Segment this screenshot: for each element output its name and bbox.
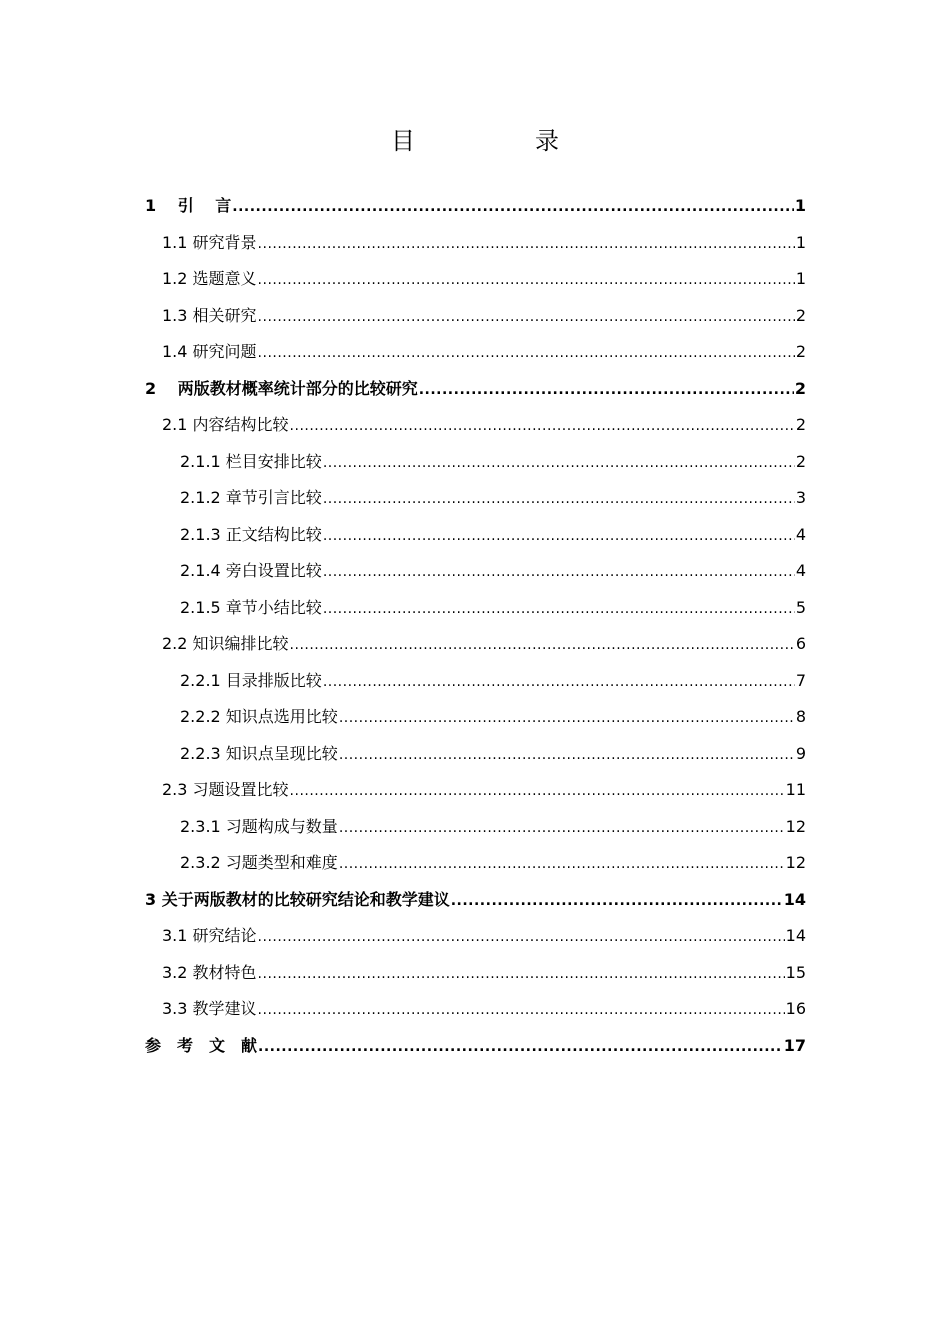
toc-page-number: 16 [785, 999, 806, 1019]
dot-leader [232, 196, 794, 216]
toc-page-number: 8 [795, 707, 806, 727]
toc-entry[interactable] [145, 480, 806, 517]
toc-entry-title: 2.1.5 章节小结比较 [180, 597, 322, 617]
table-of-contents [145, 188, 806, 1064]
toc-page-number: 7 [795, 670, 806, 690]
toc-page-number: 1 [795, 269, 806, 289]
dot-leader [258, 1036, 783, 1056]
toc-page-number: 12 [785, 816, 806, 836]
toc-entry-title: 2.1.4 旁白设置比较 [180, 561, 322, 581]
toc-heading: 目 录 [391, 127, 607, 155]
dot-leader [258, 926, 785, 946]
toc-entry[interactable] [145, 736, 806, 773]
toc-entry[interactable] [145, 298, 806, 335]
toc-entry[interactable] [145, 845, 806, 882]
toc-entry[interactable] [145, 371, 806, 408]
dot-leader [290, 634, 795, 654]
toc-entry[interactable] [145, 626, 806, 663]
toc-entry-title: 参 考 文 献 [145, 1035, 258, 1055]
toc-entry[interactable] [145, 553, 806, 590]
dot-leader [451, 890, 783, 910]
toc-entry[interactable] [145, 882, 806, 919]
dot-leader [258, 342, 795, 362]
toc-entry-title: 2 两版教材概率统计部分的比较研究 [145, 378, 418, 398]
toc-entry-title: 2.3.1 习题构成与数量 [180, 816, 338, 836]
dot-leader [323, 488, 795, 508]
toc-entry[interactable] [145, 334, 806, 371]
dot-leader [323, 525, 795, 545]
toc-page-number: 2 [794, 378, 806, 398]
toc-entry[interactable] [145, 809, 806, 846]
toc-entry[interactable] [145, 590, 806, 627]
toc-entry-title: 1.4 研究问题 [162, 342, 257, 362]
toc-entry-title: 3.1 研究结论 [162, 926, 257, 946]
toc-entry-title: 1.2 选题意义 [162, 269, 257, 289]
toc-entry-title: 2.1.2 章节引言比较 [180, 488, 322, 508]
toc-entry[interactable] [145, 955, 806, 992]
toc-page-number: 2 [795, 451, 806, 471]
toc-page-number: 4 [795, 561, 806, 581]
toc-entry-title: 2.3.2 习题类型和难度 [180, 853, 338, 873]
toc-entry-title: 3.2 教材特色 [162, 962, 257, 982]
dot-leader [258, 999, 785, 1019]
toc-entry-title: 3 关于两版教材的比较研究结论和教学建议 [145, 889, 450, 909]
toc-entry[interactable] [145, 188, 806, 225]
toc-entry-title: 1.3 相关研究 [162, 305, 257, 325]
toc-page-number: 14 [783, 889, 806, 909]
toc-page-number: 2 [795, 305, 806, 325]
toc-page-number: 4 [795, 524, 806, 544]
toc-entry[interactable] [145, 225, 806, 262]
toc-entry[interactable] [145, 1028, 806, 1065]
dot-leader [323, 452, 795, 472]
toc-entry-title: 2.2.2 知识点选用比较 [180, 707, 338, 727]
dot-leader [419, 379, 794, 399]
toc-entry-title: 3.3 教学建议 [162, 999, 257, 1019]
toc-entry-title: 2.1.3 正文结构比较 [180, 524, 322, 544]
dot-leader [258, 269, 795, 289]
toc-entry[interactable] [145, 261, 806, 298]
toc-entry-title: 2.3 习题设置比较 [162, 780, 289, 800]
toc-entry-title: 1.1 研究背景 [162, 232, 257, 252]
toc-page-number: 2 [795, 415, 806, 435]
toc-page-number: 11 [785, 780, 806, 800]
toc-page-number: 9 [795, 743, 806, 763]
toc-entry[interactable] [145, 407, 806, 444]
toc-page-number: 1 [795, 232, 806, 252]
dot-leader [258, 963, 785, 983]
toc-entry-title: 2.1.1 栏目安排比较 [180, 451, 322, 471]
dot-leader [339, 744, 795, 764]
toc-entry[interactable] [145, 517, 806, 554]
toc-page-number: 6 [795, 634, 806, 654]
toc-page-number: 3 [795, 488, 806, 508]
dot-leader [258, 306, 795, 326]
dot-leader [339, 853, 785, 873]
dot-leader [258, 233, 795, 253]
toc-entry[interactable] [145, 918, 806, 955]
dot-leader [323, 561, 795, 581]
dot-leader [323, 671, 795, 691]
dot-leader [290, 415, 795, 435]
dot-leader [339, 817, 785, 837]
toc-entry[interactable] [145, 991, 806, 1028]
toc-entry[interactable] [145, 772, 806, 809]
dot-leader [323, 598, 795, 618]
toc-page-number: 5 [795, 597, 806, 617]
toc-page-number: 1 [794, 196, 806, 216]
toc-entry-title: 1 引 言 [145, 196, 232, 216]
dot-leader [339, 707, 795, 727]
dot-leader [290, 780, 785, 800]
toc-entry[interactable] [145, 444, 806, 481]
toc-entry-title: 2.2 知识编排比较 [162, 634, 289, 654]
toc-page-number: 17 [783, 1035, 806, 1055]
toc-page-number: 15 [785, 962, 806, 982]
toc-entry-title: 2.1 内容结构比较 [162, 415, 289, 435]
toc-entry-title: 2.2.1 目录排版比较 [180, 670, 322, 690]
toc-page-number: 12 [785, 853, 806, 873]
toc-entry-title: 2.2.3 知识点呈现比较 [180, 743, 338, 763]
toc-page-number: 2 [795, 342, 806, 362]
toc-entry[interactable] [145, 699, 806, 736]
toc-entry[interactable] [145, 663, 806, 700]
toc-page-number: 14 [785, 926, 806, 946]
